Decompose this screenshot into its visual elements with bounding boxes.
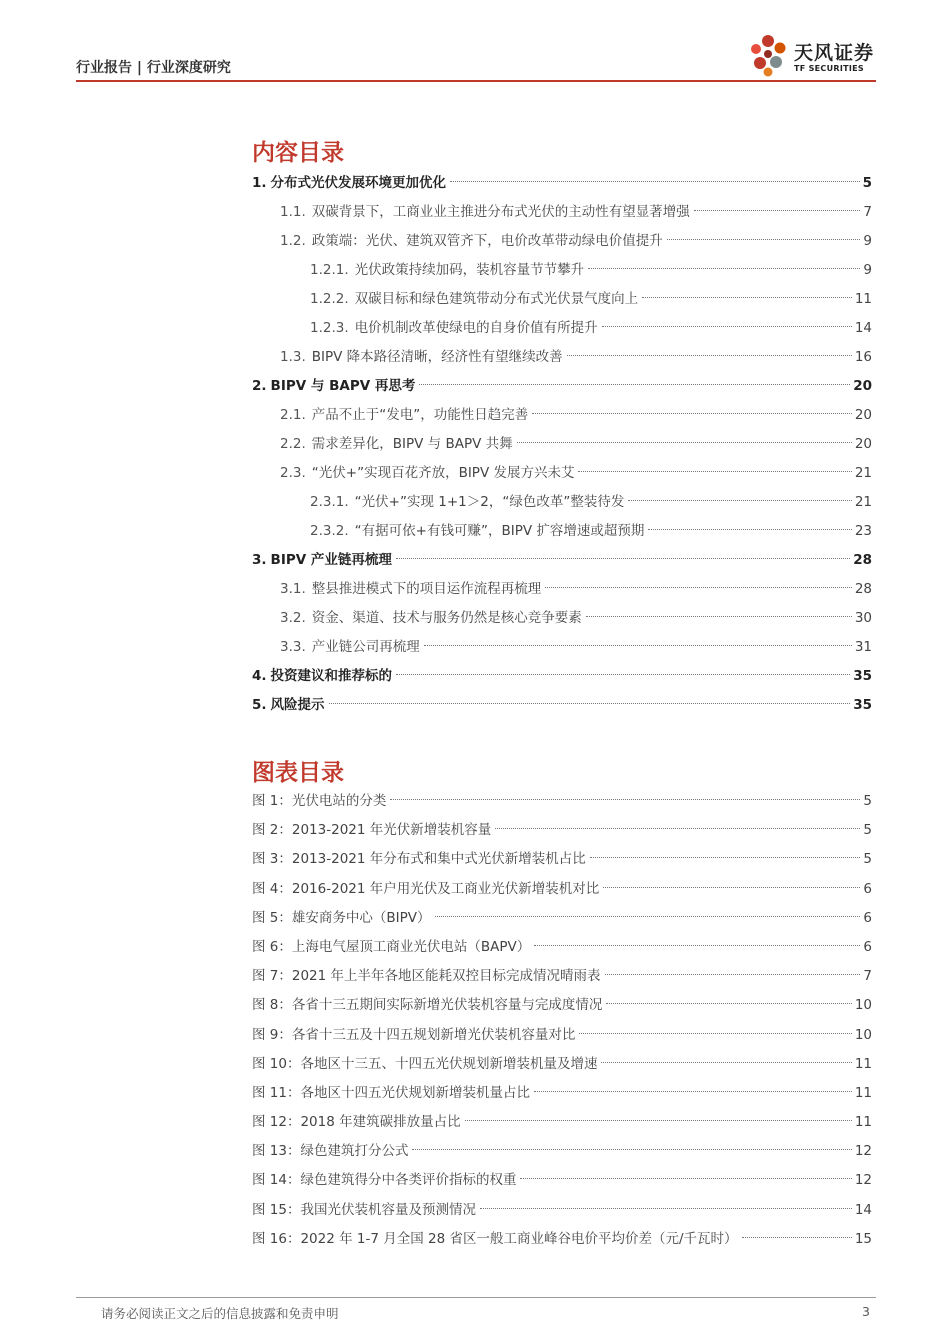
toc-entry-page: 11 [854, 291, 872, 307]
toc-entry-page: 7 [863, 204, 872, 220]
figure-entry[interactable] [252, 816, 872, 845]
toc-entry-page: 20 [853, 378, 872, 394]
toc-entry[interactable] [252, 227, 872, 256]
toc-entry-number: 2.2. [280, 436, 306, 452]
figure-entry[interactable] [252, 962, 872, 991]
dot-leader [601, 1062, 851, 1063]
dot-leader [520, 1178, 851, 1179]
toc-entry-title: 政策端：光伏、建筑双管齐下，电价改革带动绿电价值提升 [311, 233, 663, 249]
figure-entry-title: 图 8：各省十三五期间实际新增光伏装机容量与完成度情况 [252, 997, 603, 1014]
toc-entry-page: 28 [853, 552, 872, 568]
toc-entry-page: 5 [862, 175, 872, 191]
disclaimer-note: 请务必阅读正文之后的信息披露和免责申明 [101, 1306, 339, 1321]
toc-entry[interactable] [252, 372, 872, 401]
figure-entry-title: 图 13：绿色建筑打分公式 [252, 1143, 409, 1160]
dot-leader [578, 471, 851, 472]
dot-leader [396, 558, 850, 559]
dot-leader [435, 916, 861, 917]
toc-entry-page: 35 [853, 668, 872, 684]
figure-entry-page: 15 [854, 1230, 872, 1247]
toc-entry[interactable] [252, 401, 872, 430]
toc-entry-title: 产品不止于“发电”，功能性日趋完善 [311, 407, 529, 423]
toc-entry[interactable] [252, 633, 872, 662]
toc-entry-number: 1.2.1. [310, 262, 349, 278]
toc-entry[interactable] [252, 430, 872, 459]
figure-entry[interactable] [252, 875, 872, 904]
figure-entry-title: 图 10：各地区十三五、十四五光伏规划新增装机量及增速 [252, 1055, 598, 1072]
dot-leader [667, 239, 861, 240]
dot-leader [465, 1120, 852, 1121]
dot-leader [588, 268, 860, 269]
figure-entry-title: 图 15：我国光伏装机容量及预测情况 [252, 1201, 476, 1218]
dot-leader [450, 181, 860, 182]
brand-name: 天风证券 [794, 42, 875, 64]
figure-entry[interactable] [252, 845, 872, 874]
figure-entry[interactable] [252, 1225, 872, 1254]
toc-entry-number: 2. [252, 378, 267, 394]
dot-leader [606, 1003, 851, 1004]
toc-entry-number: 2.3. [280, 465, 306, 481]
toc-entry-title: 资金、渠道、技术与服务仍然是核心竞争要素 [311, 610, 582, 626]
brand-logo [748, 32, 878, 78]
report-type-label: 行业报告 | 行业深度研究 [76, 60, 231, 76]
figure-entry[interactable] [252, 1021, 872, 1050]
dot-leader [590, 857, 861, 858]
dot-leader [545, 587, 852, 588]
dot-leader [329, 703, 851, 704]
dot-leader [648, 529, 851, 530]
toc-entry-number: 1.3. [280, 349, 306, 365]
footer-divider [76, 1297, 876, 1298]
toc-entry-page: 20 [854, 407, 872, 423]
toc-entry[interactable] [252, 314, 872, 343]
toc-entry-page: 16 [854, 349, 872, 365]
toc-entry[interactable] [252, 517, 872, 546]
toc-entry-page: 9 [863, 233, 872, 249]
toc-entry-number: 2.1. [280, 407, 306, 423]
figure-entry[interactable] [252, 1137, 872, 1166]
toc-heading: 内容目录 [252, 140, 344, 166]
toc-entry-title: 双碳背景下，工商业业主推进分布式光伏的主动性有望显著增强 [311, 204, 690, 220]
toc-entry-page: 23 [854, 523, 872, 539]
toc-entry[interactable] [252, 198, 872, 227]
toc-entry-title: 双碳目标和绿色建筑带动分布式光伏景气度向上 [354, 291, 639, 307]
toc-entry-number: 3.2. [280, 610, 306, 626]
page-number: 3 [862, 1304, 870, 1319]
dot-leader [742, 1237, 852, 1238]
figure-entry-title: 图 12：2018 年建筑碳排放量占比 [252, 1114, 461, 1131]
toc-entry-title: 需求差异化，BIPV 与 BAPV 共舞 [311, 436, 513, 452]
figure-entry-page: 6 [863, 938, 872, 955]
toc-entry-page: 21 [854, 494, 872, 510]
figure-entry[interactable] [252, 1166, 872, 1195]
toc-entry[interactable] [252, 575, 872, 604]
toc-entry[interactable] [252, 662, 872, 691]
toc-entry-number: 1. [252, 175, 267, 191]
dot-leader [567, 355, 852, 356]
figure-entry[interactable] [252, 933, 872, 962]
toc-entry-number: 3.1. [280, 581, 306, 597]
toc-entry-page: 21 [854, 465, 872, 481]
toc-entry-title: 风险提示 [270, 697, 325, 713]
toc-entry-page: 20 [854, 436, 872, 452]
figure-list [252, 787, 872, 1254]
toc-entry-number: 4. [252, 668, 267, 684]
toc-entry-page: 14 [854, 320, 872, 336]
figure-entry[interactable] [252, 1108, 872, 1137]
toc-entry-title: BIPV 降本路径清晰，经济性有望继续改善 [311, 349, 563, 365]
figure-entry[interactable] [252, 1050, 872, 1079]
header-divider [76, 80, 876, 82]
toc-entry-title: 电价机制改革使绿电的自身价值有所提升 [354, 320, 598, 336]
dot-leader [517, 442, 852, 443]
figure-entry[interactable] [252, 991, 872, 1020]
figure-entry-title: 图 1：光伏电站的分类 [252, 793, 387, 809]
toc-entry-number: 3.3. [280, 639, 306, 655]
toc-entry[interactable] [252, 343, 872, 372]
figure-entry-title: 图 3：2013-2021 年分布式和集中式光伏新增装机占比 [252, 851, 586, 868]
toc-entry-title: 光伏政策持续加码，装机容量节节攀升 [354, 262, 585, 278]
figure-entry-page: 6 [863, 909, 872, 926]
toc-entry-title: BIPV 产业链再梳理 [270, 552, 392, 568]
figure-entry-title: 图 7：2021 年上半年各地区能耗双控目标完成情况晴雨表 [252, 968, 601, 985]
figure-entry-title: 图 14：绿色建筑得分中各类评价指标的权重 [252, 1172, 517, 1189]
figure-entry[interactable] [252, 1196, 872, 1225]
toc-entry-title: 分布式光伏发展环境更加优化 [270, 175, 447, 191]
figure-entry-page: 11 [854, 1084, 872, 1101]
toc-entry-title: “有据可依+有钱可赚”，BIPV 扩容增速或超预期 [354, 523, 645, 539]
toc-entry-number: 5. [252, 697, 267, 713]
dot-leader [495, 828, 860, 829]
toc-entry-number: 1.1. [280, 204, 306, 220]
figure-entry-page: 5 [863, 822, 872, 839]
flower-logo-icon [748, 32, 792, 78]
dot-leader [396, 674, 850, 675]
toc-entry-page: 9 [863, 262, 872, 278]
figure-entry[interactable] [252, 787, 872, 816]
dot-leader [605, 974, 861, 975]
figure-entry-page: 5 [863, 851, 872, 868]
dot-leader [534, 1091, 852, 1092]
dot-leader [534, 945, 860, 946]
toc-entry-page: 30 [854, 610, 872, 626]
dot-leader [628, 500, 851, 501]
toc-entry[interactable] [252, 285, 872, 314]
figure-entry-title: 图 9：各省十三五及十四五规划新增光伏装机容量对比 [252, 1026, 576, 1043]
figure-entry-title: 图 5：雄安商务中心（BIPV） [252, 909, 431, 926]
toc-entry[interactable] [252, 691, 872, 720]
dot-leader [412, 1149, 851, 1150]
toc-entry-title: “光伏+”实现 1+1＞2，“绿色改革”整装待发 [354, 494, 625, 510]
figure-list-heading: 图表目录 [252, 760, 344, 786]
figure-entry-page: 7 [863, 968, 872, 985]
figure-entry-page: 6 [863, 880, 872, 897]
figure-entry[interactable] [252, 904, 872, 933]
toc-entry-number: 2.3.1. [310, 494, 349, 510]
dot-leader [603, 887, 860, 888]
toc-entry[interactable] [252, 169, 872, 198]
dot-leader [694, 210, 861, 211]
toc-entry-number: 3. [252, 552, 267, 568]
dot-leader [602, 326, 852, 327]
figure-entry[interactable] [252, 1079, 872, 1108]
toc-entry-number: 1.2. [280, 233, 306, 249]
toc-entry-title: 产业链公司再梳理 [311, 639, 420, 655]
toc-entry-number: 1.2.3. [310, 320, 349, 336]
toc-entry[interactable] [252, 459, 872, 488]
toc-entry-page: 31 [854, 639, 872, 655]
dot-leader [579, 1033, 851, 1034]
figure-entry-page: 10 [854, 1026, 872, 1043]
toc-entry-title: “光伏+”实现百花齐放，BIPV 发展方兴未艾 [311, 465, 575, 481]
toc-entry-page: 28 [854, 581, 872, 597]
figure-entry-page: 11 [854, 1114, 872, 1131]
figure-entry-page: 5 [863, 793, 872, 809]
dot-leader [480, 1208, 852, 1209]
figure-entry-title: 图 2：2013-2021 年光伏新增装机容量 [252, 822, 492, 839]
dot-leader [642, 297, 852, 298]
toc-entry[interactable] [252, 604, 872, 633]
figure-entry-page: 10 [854, 997, 872, 1014]
figure-entry-title: 图 11：各地区十四五光伏规划新增装机量占比 [252, 1084, 530, 1101]
toc-entry[interactable] [252, 256, 872, 285]
figure-entry-page: 12 [854, 1172, 872, 1189]
toc-entry-page: 35 [853, 697, 872, 713]
figure-entry-page: 12 [854, 1143, 872, 1160]
dot-leader [424, 645, 852, 646]
figure-entry-page: 11 [854, 1055, 872, 1072]
toc-entry[interactable] [252, 546, 872, 575]
brand-subtitle: TF SECURITIES [794, 64, 864, 73]
toc-list [252, 169, 872, 720]
dot-leader [532, 413, 852, 414]
figure-entry-page: 14 [854, 1201, 872, 1218]
figure-entry-title: 图 4：2016-2021 年户用光伏及工商业光伏新增装机对比 [252, 880, 600, 897]
dot-leader [390, 799, 860, 800]
toc-entry-number: 2.3.2. [310, 523, 349, 539]
toc-entry[interactable] [252, 488, 872, 517]
figure-entry-title: 图 6：上海电气屋顶工商业光伏电站（BAPV） [252, 938, 531, 955]
toc-entry-title: 投资建议和推荐标的 [270, 668, 393, 684]
toc-entry-number: 1.2.2. [310, 291, 349, 307]
dot-leader [586, 616, 852, 617]
toc-entry-title: 整县推进模式下的项目运作流程再梳理 [311, 581, 542, 597]
figure-entry-title: 图 16：2022 年 1-7 月全国 28 省区一般工商业峰谷电价平均价差（元/千瓦时） [252, 1230, 738, 1247]
dot-leader [419, 384, 850, 385]
toc-entry-title: BIPV 与 BAPV 再思考 [270, 378, 416, 394]
